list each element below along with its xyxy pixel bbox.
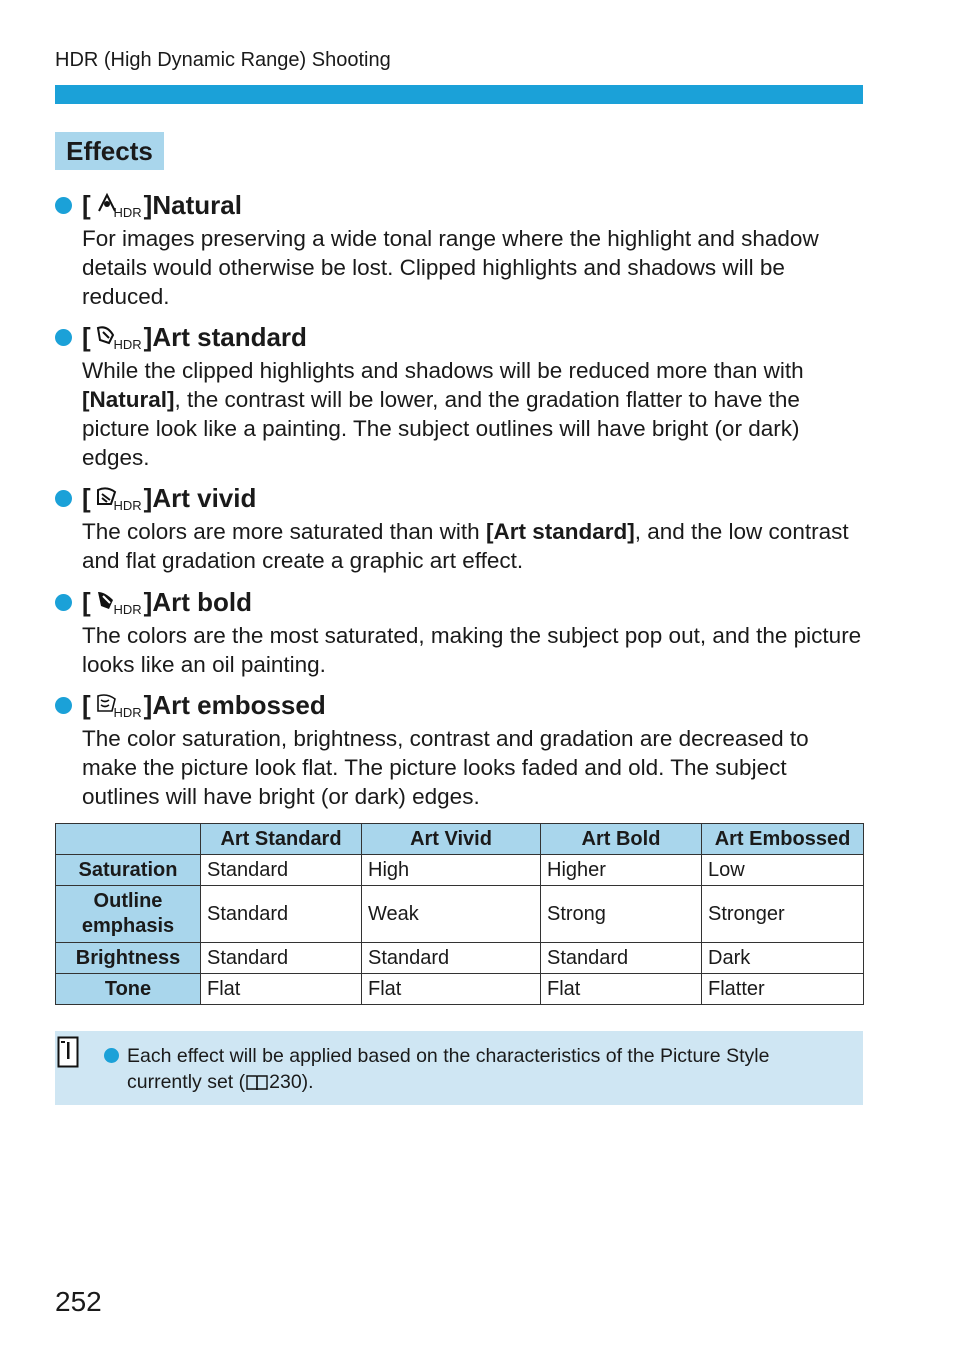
page-number: 252 [55, 1286, 102, 1317]
effect-title: Art embossed [152, 690, 326, 720]
effect-heading: [ HDR ]Art standard [55, 322, 865, 356]
hdr-art-bold-icon [93, 588, 142, 616]
table-column-header: Art Bold [541, 824, 702, 855]
hdr-art-vivid-icon [93, 484, 142, 512]
table-row [56, 974, 864, 1005]
effects-comparison-table [55, 823, 864, 1005]
table-row-header: Brightness [56, 943, 201, 974]
table-cell: Flat [362, 974, 541, 1005]
table-cell: Standard [362, 943, 541, 974]
effect-description: The color saturation, brightness, contrast and gradation are decreased to make the picture look flat. The picture looks faded and old. The subject outlines will have bright (or dark) edges. [82, 726, 809, 809]
table-cell: Flatter [702, 974, 864, 1005]
table-cell: Standard [201, 886, 362, 943]
effect-title: Art standard [152, 322, 307, 352]
hdr-icon-label: HDR [113, 705, 142, 720]
section-tab: Effects [55, 132, 164, 170]
table-row-header: Saturation [56, 855, 201, 886]
hdr-art-embossed-icon [93, 691, 142, 719]
effect-item [55, 587, 865, 679]
effect-item [55, 190, 865, 311]
hdr-icon-label: HDR [113, 602, 142, 617]
table-cell: Higher [541, 855, 702, 886]
note-text: Each effect will be applied based on the characteristics of the Picture Style currently set ( 230). [127, 1045, 770, 1093]
table-row [56, 943, 864, 974]
table-cell: Standard [541, 943, 702, 974]
effect-title: Art bold [152, 587, 252, 617]
bullet-icon [55, 197, 72, 214]
table-cell: High [362, 855, 541, 886]
note-bullet [104, 1048, 119, 1063]
effect-title: Natural [152, 190, 242, 220]
bullet-icon [55, 594, 72, 611]
running-title: HDR (High Dynamic Range) Shooting [55, 49, 391, 71]
table-cell: Low [702, 855, 864, 886]
table-cell: Flat [201, 974, 362, 1005]
hdr-natural-icon [93, 191, 142, 219]
memo-icon [57, 1036, 79, 1068]
effect-item [55, 322, 865, 472]
effect-description: For images preserving a wide tonal range where the highlight and shadow details would otherwise be lost. Clipped highlights and shadows will be reduced. [82, 226, 819, 309]
hdr-icon-label: HDR [113, 498, 142, 513]
hdr-art-standard-icon [93, 323, 142, 351]
table-column-header: Art Vivid [362, 824, 541, 855]
table-cell: Strong [541, 886, 702, 943]
bullet-icon [55, 329, 72, 346]
effect-description: The colors are the most saturated, making the subject pop out, and the picture looks like an oil painting. [82, 623, 862, 677]
table-column-header [56, 824, 201, 855]
effect-description: While the clipped highlights and shadows will be reduced more than with [Natural], the contrast will be lower, and the gradation flatter to have the picture look like a painting. The subject outlines will have bright (or dark) edges. [82, 358, 804, 470]
effect-item [55, 483, 865, 575]
table-cell: Standard [201, 943, 362, 974]
table-cell: Standard [201, 855, 362, 886]
effect-item [55, 690, 865, 811]
bullet-icon [55, 697, 72, 714]
table-row-header: Tone [56, 974, 201, 1005]
effect-heading: [ HDR ]Natural [55, 190, 865, 224]
book-reference-icon [245, 1073, 269, 1091]
hdr-icon-label: HDR [113, 337, 142, 352]
effect-heading: [ HDR ]Art vivid [55, 483, 865, 517]
table-cell: Weak [362, 886, 541, 943]
effect-heading: [ HDR ]Art bold [55, 587, 865, 621]
table-cell: Flat [541, 974, 702, 1005]
bullet-icon [55, 490, 72, 507]
page-reference[interactable]: 230 [269, 1071, 302, 1093]
effect-title: Art vivid [152, 483, 257, 513]
table-cell: Dark [702, 943, 864, 974]
table-column-header: Art Standard [201, 824, 362, 855]
table-row [56, 855, 864, 886]
table-cell: Stronger [702, 886, 864, 943]
hdr-icon-label: HDR [113, 205, 142, 220]
header-rule [55, 85, 863, 104]
effect-description: The colors are more saturated than with [Art standard], and the low contrast and flat gradation create a graphic art effect. [82, 519, 849, 573]
note-box [55, 1031, 863, 1105]
table-row-header: Outline emphasis [56, 886, 201, 943]
table-column-header: Art Embossed [702, 824, 864, 855]
table-row [56, 886, 864, 943]
effect-heading: [ HDR ]Art embossed [55, 690, 865, 724]
